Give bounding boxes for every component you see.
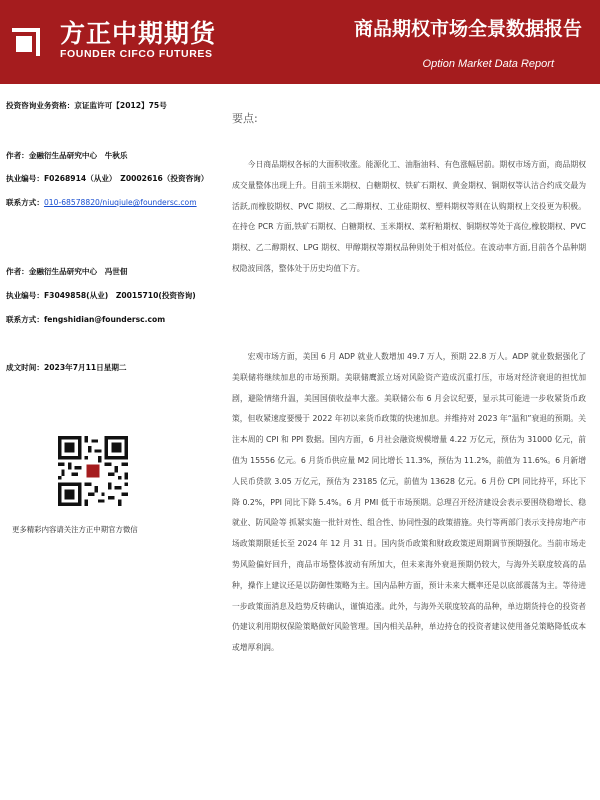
founder-logo-icon <box>12 16 52 56</box>
wechat-qr-code[interactable] <box>58 436 128 506</box>
company-logo <box>12 14 282 74</box>
author-2-license: 执业编号：F3049858(从业) Z0015710(投资咨询) <box>6 291 196 300</box>
author-2-contact: 联系方式：fengshidian@foundersc.com <box>6 315 166 324</box>
paragraph-macro-summary: 宏观市场方面，美国 6 月 ADP 就业人数增加 49.7 万人，预期 22.8 万人。ADP 就业数据强化了美联储将继续加息的市场预期。美联储鹰派立场对风险资产造成沉重打压，市场对经济衰退的担忧加剧，避险情绪升温，美国国债收益率大涨。美联储公布 6 月会议纪要，显示其可能进一步收紧货币政策，但收紧速度要慢于 2022 年初以来货币政策的快速加息。并维持对 2023 年“温和”衰退的预期。关注本周的 CPI 和 PPI 数据。国内方面，6 月社会融资规模增量 4.22 万亿元，预估为 31000 亿元，前值为 15556 亿元。6 月货币供应量 M2 同比增长 11.3%，预估为 11.2%，前值为 11.6%。6 月新增人民币贷款 3.05 万亿元，预估为 23185 亿元，前值为 13628 亿元。6 月份 CPI 同比持平，环比下降 0.2%，PPI 同比下降 5.4%。6 月 PMI 低于市场预期。总理召开经济建设会表示要围绕稳增长、稳就业、防风险等 抓紧实施一批针对性、组合性、协同性强的政策措施。央行等两部门表示支持房地产市场政策期限延长至 2024 年 12 月 31 日。国内货币政策和财政政策逆周期调节预期强化。当前市场走势风险偏好回升，商品市场整体波动有所加大，但未来海外衰退预期仍较大，与海外关联度较高的品种，操作上建议还是以防御性策略为主。国内品种方面，预计未来大概率还是以底部震荡为主。等待进一步政策面消息及趋势反转确认，谨慎追涨。此外，与海外关联度较高的品种，单边期货持仓的投资者仍建议利用期权保险策略做好风险管理。国内相关品种，单边持仓的投资者建议使用备兑策略降低成本或增厚利润。 <box>232 352 586 653</box>
author-1-email-link[interactable]: 010-68578820/niuqiule@foundersc.com <box>43 198 197 207</box>
license-text: 投资咨询业务资格：京证监许可【2012】75号 <box>6 101 167 110</box>
report-header <box>0 0 600 84</box>
author-1-name: 作者：金融衍生品研究中心 牛秋乐 <box>6 151 128 160</box>
report-subtitle: Option Market Data Report <box>422 58 554 70</box>
main-content <box>232 84 592 800</box>
author-1-contact <box>6 197 197 208</box>
logo-english-name: FOUNDER CIFCO FUTURES <box>60 48 213 60</box>
contact-label: 联系方式： <box>6 198 44 207</box>
paragraph-options-summary: 今日商品期权各标的大面积收涨。能源化工、油脂油料、有色涨幅居前。期权市场方面，商品期权成交量整体出现上升。目前玉米期权、白糖期权、铁矿石期权、黄金期权、铜期权等认沽合约成交最为活跃,而橡胶期权、PVC 期权、乙二醇期权、工业硅期权、塑料期权等则在认购期权上交投更为积极。在持仓 PCR 方面,铁矿石期权、白糖期权、玉米期权、菜籽粕期权、铜期权等处于高位,橡胶期权、PVC 期权、乙二醇期权、LPG 期权、甲醇期权等期权品种则处于相对低位。在波动率方面,目前各个品种期权隐波回落，整体处于历史均值下方。 <box>232 160 586 273</box>
author-1-license: 执业编号：F0268914（从业） Z0002616（投资咨询） <box>6 174 209 183</box>
report-title: 商品期权市场全景数据报告 <box>353 18 582 40</box>
logo-chinese-name: 方正中期期货 <box>60 19 217 48</box>
qr-caption: 更多精彩内容请关注方正中期官方微信 <box>12 525 138 534</box>
report-date: 成文时间：2023年7月11日星期二 <box>6 363 127 372</box>
author-sidebar <box>6 84 224 800</box>
author-2-name: 作者：金融衍生品研究中心 冯世佃 <box>6 267 128 276</box>
section-title: 要点: <box>232 112 258 125</box>
